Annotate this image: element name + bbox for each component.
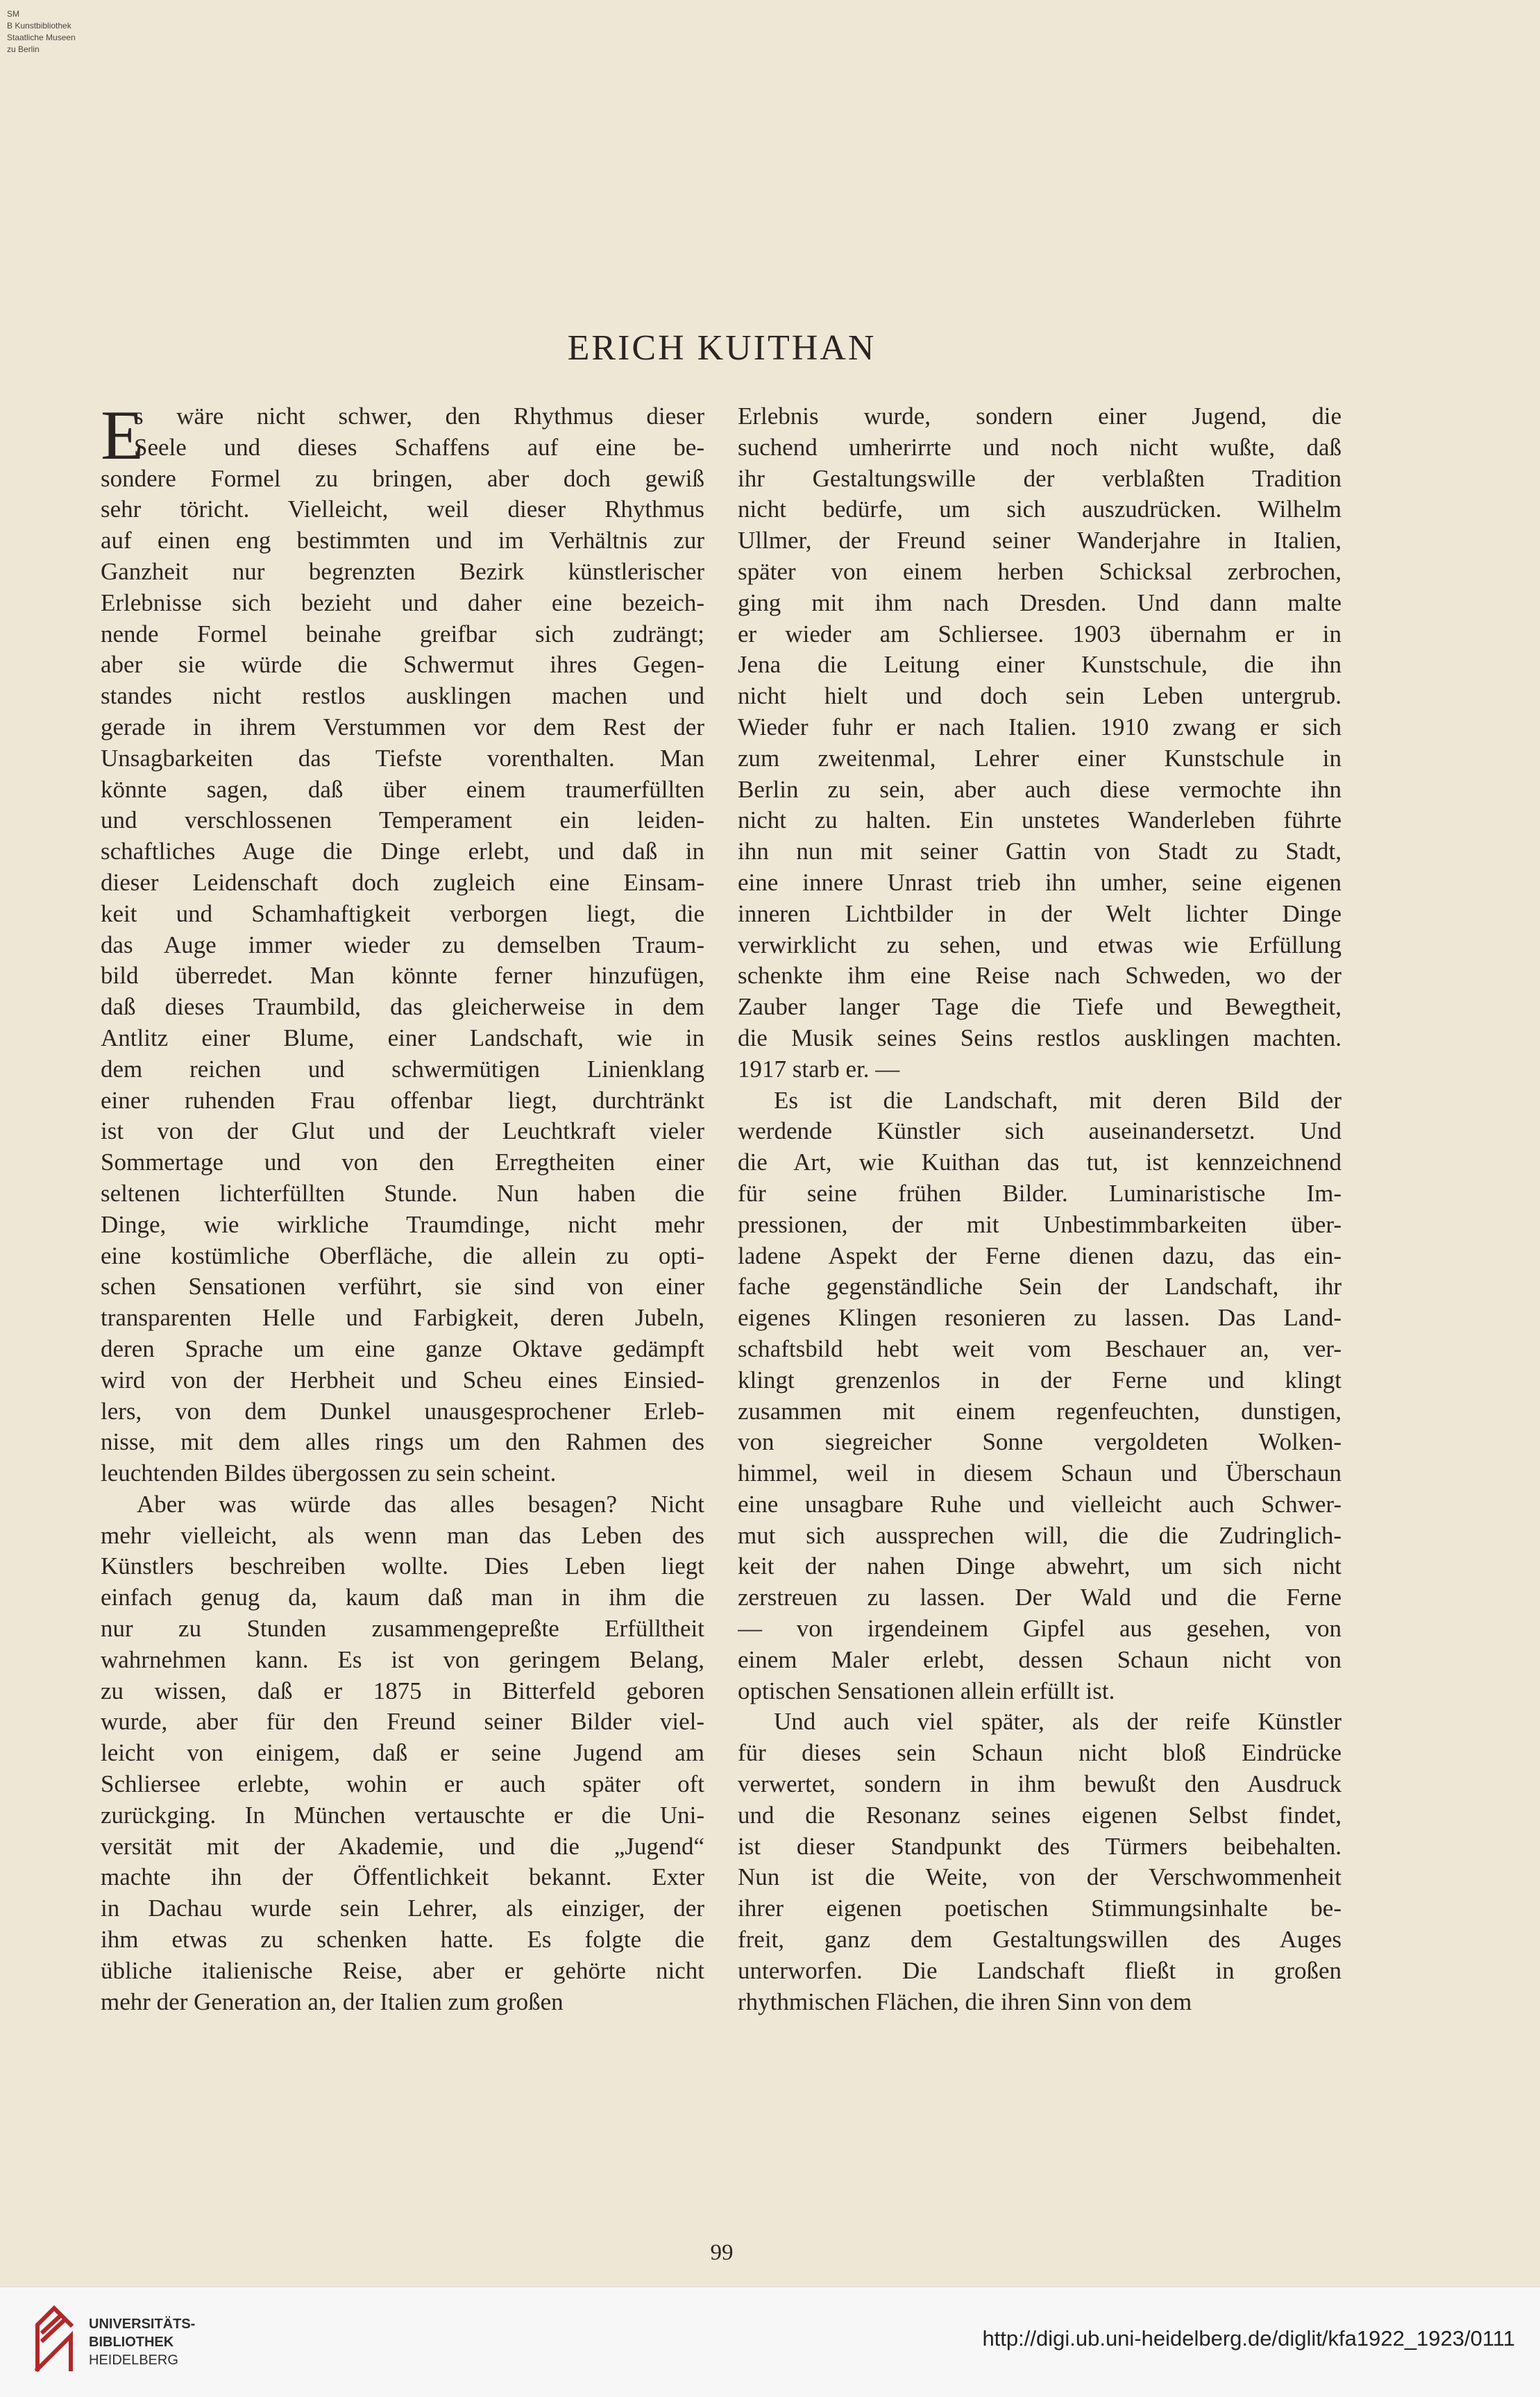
page-number: 99 bbox=[710, 2240, 734, 2265]
text-line: fache gegenständliche Sein der Landschaft, ihr bbox=[738, 1273, 1342, 1301]
text-line: zu wissen, daß er 1875 in Bitterfeld geboren bbox=[101, 1677, 704, 1704]
stamp-line: zu Berlin bbox=[7, 44, 40, 54]
text-line: nisse, mit dem alles rings um den Rahmen des bbox=[101, 1428, 704, 1456]
text-line: Zauber langer Tage die Tiefe und Bewegtheit, bbox=[738, 993, 1342, 1021]
text-line: transparenten Helle und Farbigkeit, deren Jubeln, bbox=[101, 1304, 704, 1332]
text-line: unterworfen. Die Landschaft fließt in großen bbox=[738, 1956, 1342, 1984]
text-line: wird von der Herbheit und Scheu eines Einsied- bbox=[101, 1366, 704, 1394]
library-name-line: UNIVERSITÄTS- bbox=[89, 2316, 196, 2332]
text-line: Erlebnis wurde, sondern einer Jugend, die bbox=[738, 403, 1342, 430]
text-line: aber sie würde die Schwermut ihres Gegen- bbox=[101, 651, 704, 679]
text-line: Und auch viel später, als der reife Künstler bbox=[774, 1708, 1342, 1736]
footer-bar bbox=[0, 2287, 1540, 2397]
text-line: ihr Gestaltungswille der verblaßten Tradition bbox=[738, 464, 1342, 492]
text-line: inneren Lichtbilder in der Welt lichter Dinge bbox=[738, 899, 1342, 927]
text-line: ging mit ihm nach Dresden. Und dann malte bbox=[738, 588, 1342, 616]
text-line: sehr töricht. Vielleicht, weil dieser Rhythmus bbox=[101, 496, 704, 523]
text-line: später von einem herben Schicksal zerbrochen, bbox=[738, 557, 1342, 585]
text-line: für dieses sein Schaun nicht bloß Eindrücke bbox=[738, 1739, 1342, 1767]
stamp-line: Staatliche Museen bbox=[7, 33, 76, 42]
text-line: zurückging. In München vertauschte er die Uni- bbox=[101, 1801, 704, 1829]
text-line: gerade in ihrem Verstummen vor dem Rest der bbox=[101, 713, 704, 740]
text-line: nicht bedürfe, um sich auszudrücken. Wilhelm bbox=[738, 496, 1342, 523]
text-line: deren Sprache um eine ganze Oktave gedämpft bbox=[101, 1335, 704, 1362]
article-title: ERICH KUITHAN bbox=[567, 328, 877, 368]
text-line: Künstlers beschreiben wollte. Dies Leben liegt bbox=[101, 1552, 704, 1580]
text-line: wahrnehmen kann. Es ist von geringem Belang, bbox=[101, 1645, 704, 1673]
text-line: ist dieser Standpunkt des Türmers beibehalten. bbox=[738, 1832, 1342, 1860]
text-line: standes nicht restlos ausklingen machen und bbox=[101, 682, 704, 710]
library-logo-icon bbox=[33, 2304, 78, 2373]
text-line: Seele und dieses Schaffens auf eine be- bbox=[134, 433, 704, 461]
text-line: klingt grenzenlos in der Ferne und klingt bbox=[738, 1366, 1342, 1394]
stamp-line: SM bbox=[7, 9, 19, 19]
text-line: eine kostümliche Oberfläche, die allein zu opti- bbox=[101, 1242, 704, 1269]
text-line: Unsagbarkeiten das Tiefste vorenthalten. Man bbox=[101, 744, 704, 772]
text-line: freit, ganz dem Gestaltungswillen des Auges bbox=[738, 1926, 1342, 1954]
text-line: s wäre nicht schwer, den Rhythmus dieser bbox=[134, 403, 704, 430]
library-stamp bbox=[7, 8, 76, 56]
text-line: für seine frühen Bilder. Luminaristische Im- bbox=[738, 1179, 1342, 1207]
text-line: Wieder fuhr er nach Italien. 1910 zwang er sich bbox=[738, 713, 1342, 740]
text-line: ihrer eigenen poetischen Stimmungsinhalte be- bbox=[738, 1895, 1342, 1922]
library-name-line: HEIDELBERG bbox=[89, 2353, 178, 2368]
text-line: nicht zu halten. Ein unstetes Wanderleben führte bbox=[738, 806, 1342, 834]
text-line: die Musik seines Seins restlos ausklingen machten. bbox=[738, 1024, 1342, 1051]
stamp-line: B Kunstbibliothek bbox=[7, 21, 71, 31]
text-line: ihn nun mit seiner Gattin von Stadt zu Stadt, bbox=[738, 838, 1342, 865]
text-line: er wieder am Schliersee. 1903 übernahm er in bbox=[738, 620, 1342, 647]
drop-cap: E bbox=[101, 396, 144, 475]
text-line: und verschlossenen Temperament ein leiden- bbox=[101, 806, 704, 834]
library-name bbox=[89, 2315, 195, 2369]
text-line: wurde, aber für den Freund seiner Bilder viel- bbox=[101, 1708, 704, 1736]
text-line: nicht hielt und doch sein Leben untergrub. bbox=[738, 682, 1342, 710]
text-line: Nun ist die Weite, von der Verschwommenheit bbox=[738, 1863, 1342, 1891]
text-line: zum zweitenmal, Lehrer einer Kunstschule in bbox=[738, 744, 1342, 772]
text-line: Es ist die Landschaft, mit deren Bild der bbox=[774, 1086, 1342, 1114]
text-line: optischen Sensationen allein erfüllt ist. bbox=[738, 1677, 1115, 1704]
library-name-line: BIBLIOTHEK bbox=[89, 2335, 174, 2350]
text-line: 1917 starb er. — bbox=[738, 1055, 900, 1083]
text-line: eine unsagbare Ruhe und vielleicht auch Schwer- bbox=[738, 1490, 1342, 1518]
text-line: machte ihn der Öffentlichkeit bekannt. Exter bbox=[101, 1863, 704, 1891]
text-line: verwirklicht zu sehen, und etwas wie Erfüllung bbox=[738, 931, 1342, 958]
text-line: Schliersee erlebte, wohin er auch später oft bbox=[101, 1770, 704, 1798]
text-column-left bbox=[101, 396, 704, 2017]
text-line: Jena die Leitung einer Kunstschule, die ihn bbox=[738, 651, 1342, 679]
text-line: versität mit der Akademie, und die „Jugend“ bbox=[101, 1832, 704, 1860]
text-line: daß dieses Traumbild, das gleicherweise in dem bbox=[101, 993, 704, 1021]
text-line: schen Sensationen verführt, sie sind von einer bbox=[101, 1273, 704, 1301]
text-line: verwertet, sondern in ihm bewußt den Ausdruck bbox=[738, 1770, 1342, 1798]
text-line: schenkte ihm eine Reise nach Schweden, wo der bbox=[738, 962, 1342, 990]
text-line: dem reichen und schwermütigen Linienklang bbox=[101, 1055, 704, 1083]
text-line: ihm etwas zu schenken hatte. Es folgte die bbox=[101, 1926, 704, 1954]
text-line: leicht von einigem, daß er seine Jugend am bbox=[101, 1739, 704, 1767]
text-line: ladene Aspekt der Ferne dienen dazu, das ein- bbox=[738, 1242, 1342, 1269]
text-line: bild überredet. Man könnte ferner hinzufügen, bbox=[101, 962, 704, 990]
text-line: mehr der Generation an, der Italien zum großen bbox=[101, 1988, 564, 2015]
text-line: seltenen lichterfüllten Stunde. Nun haben die bbox=[101, 1179, 704, 1207]
text-line: einfach genug da, kaum daß man in ihm die bbox=[101, 1584, 704, 1611]
text-line: Ganzheit nur begrenzten Bezirk künstlerischer bbox=[101, 557, 704, 585]
text-line: mehr vielleicht, als wenn man das Leben des bbox=[101, 1521, 704, 1549]
text-line: dieser Leidenschaft doch zugleich eine Einsam- bbox=[101, 868, 704, 896]
text-line: schaftliches Auge die Dinge erlebt, und daß in bbox=[101, 838, 704, 865]
text-line: übliche italienische Reise, aber er gehörte nicht bbox=[101, 1956, 704, 1984]
text-line: Berlin zu sein, aber auch diese vermochte ihn bbox=[738, 775, 1342, 803]
text-line: auf einen eng bestimmten und im Verhältnis zur bbox=[101, 527, 704, 554]
text-line: keit der nahen Dinge abwehrt, um sich nicht bbox=[738, 1552, 1342, 1580]
text-line: nende Formel beinahe greifbar sich zudrängt; bbox=[101, 620, 704, 647]
text-line: eigenes Klingen resonieren zu lassen. Das Land- bbox=[738, 1304, 1342, 1332]
text-line: zusammen mit einem regenfeuchten, dunstigen, bbox=[738, 1397, 1342, 1425]
text-line: könnte sagen, daß über einem traumerfüllten bbox=[101, 775, 704, 803]
text-line: einer ruhenden Frau offenbar liegt, durchtränkt bbox=[101, 1086, 704, 1114]
text-line: nur zu Stunden zusammengepreßte Erfülltheit bbox=[101, 1615, 704, 1643]
text-line: rhythmischen Flächen, die ihren Sinn von dem bbox=[738, 1988, 1192, 2015]
text-line: sondere Formel zu bringen, aber doch gewiß bbox=[101, 464, 704, 492]
text-line: schaftsbild hebt weit vom Beschauer an, ver- bbox=[738, 1335, 1342, 1362]
text-line: Aber was würde das alles besagen? Nicht bbox=[137, 1490, 704, 1518]
text-line: ist von der Glut und der Leuchtkraft vieler bbox=[101, 1117, 704, 1145]
text-line: Antlitz einer Blume, einer Landschaft, wie in bbox=[101, 1024, 704, 1051]
text-line: das Auge immer wieder zu demselben Traum- bbox=[101, 931, 704, 958]
text-line: keit und Schamhaftigkeit verborgen liegt, die bbox=[101, 899, 704, 927]
text-line: Ullmer, der Freund seiner Wanderjahre in Italien, bbox=[738, 527, 1342, 554]
text-line: Sommertage und von den Erregtheiten einer bbox=[101, 1149, 704, 1176]
text-line: einem Maler erlebt, dessen Schaun nicht von bbox=[738, 1645, 1342, 1673]
text-line: — von irgendeinem Gipfel aus gesehen, von bbox=[738, 1615, 1342, 1643]
text-line: zerstreuen zu lassen. Der Wald und die Ferne bbox=[738, 1584, 1342, 1611]
text-line: himmel, weil in diesem Schaun und Überschaun bbox=[738, 1459, 1342, 1487]
text-line: die Art, wie Kuithan das tut, ist kennzeichnend bbox=[738, 1149, 1342, 1176]
text-line: eine innere Unrast trieb ihn umher, seine eigenen bbox=[738, 868, 1342, 896]
text-line: Erlebnisse sich bezieht und daher eine bezeich- bbox=[101, 588, 704, 616]
text-line: pressionen, der mit Unbestimmbarkeiten über- bbox=[738, 1210, 1342, 1238]
text-line: werdende Künstler sich auseinandersetzt. Und bbox=[738, 1117, 1342, 1145]
text-line: suchend umherirrte und noch nicht wußte, daß bbox=[738, 433, 1342, 461]
text-line: Dinge, wie wirkliche Traumdinge, nicht mehr bbox=[101, 1210, 704, 1238]
permalink-url[interactable]: http://digi.ub.uni-heidelberg.de/diglit/kfa1922_1923/0111 bbox=[982, 2326, 1515, 2351]
text-line: leuchtenden Bildes übergossen zu sein scheint. bbox=[101, 1459, 557, 1487]
text-column-right bbox=[738, 401, 1342, 2017]
text-line: lers, von dem Dunkel unausgesprochener Erleb- bbox=[101, 1397, 704, 1425]
text-line: und die Resonanz seines eigenen Selbst findet, bbox=[738, 1801, 1342, 1829]
text-line: in Dachau wurde sein Lehrer, als einziger, der bbox=[101, 1895, 704, 1922]
text-line: von siegreicher Sonne vergoldeten Wolken- bbox=[738, 1428, 1342, 1456]
text-line: mut sich aussprechen will, die die Zudringlich- bbox=[738, 1521, 1342, 1549]
